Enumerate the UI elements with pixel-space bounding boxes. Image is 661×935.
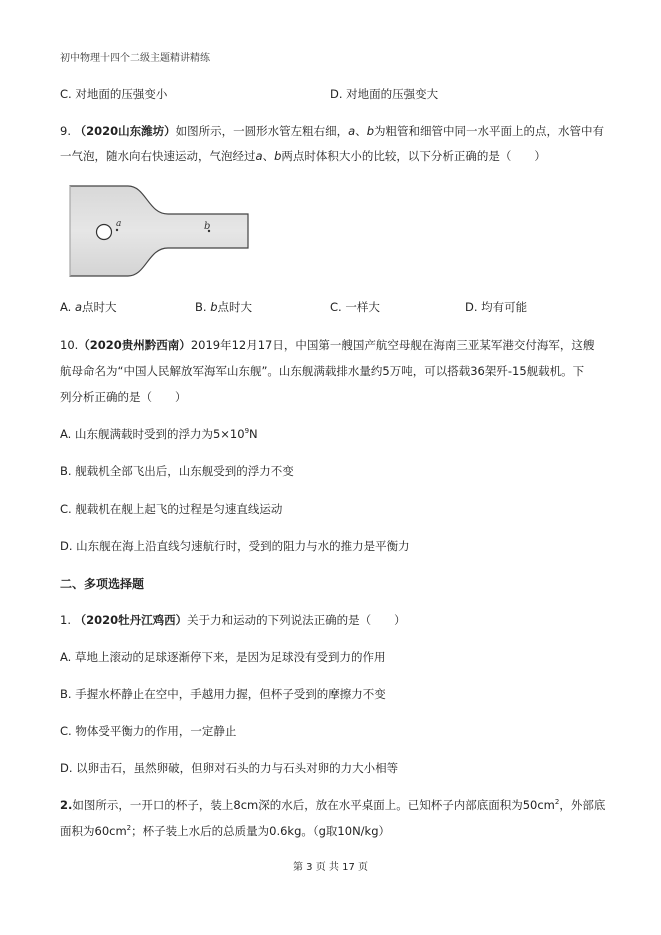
q10-line-2: 航母命名为“中国人民解放军海军山东舰”。山东舰满载排水量约5万吨，可以搭载36架歼-15舰载机。下 <box>60 364 585 378</box>
q9-var-a2: a <box>255 149 263 163</box>
q10-opt-a-unit: N <box>249 427 258 441</box>
q9-opt-b-var: b <box>210 300 218 314</box>
fig-label-a: a <box>116 219 122 229</box>
m1-number: 1. <box>60 613 71 627</box>
q9-option-d: D. 均有可能 <box>465 300 528 314</box>
q10-source: （2020贵州黔西南） <box>78 338 191 352</box>
q9-number: 9. <box>60 124 71 138</box>
q9-opt-a-text: 点时大 <box>82 300 117 314</box>
q9-source: （2020山东潍坊） <box>74 124 176 138</box>
q9-option-a <box>60 299 117 315</box>
q10-option-c: C. 舰载机在舰上起飞的过程是匀速直线运动 <box>60 502 283 516</box>
m2-text-2b: ；杯子装上水后的总质量为0.6kg。（g取10N/kg） <box>131 824 391 838</box>
q10-line-3: 列分析正确的是（ ） <box>60 390 187 404</box>
prev-option-d: D. 对地面的压强变大 <box>330 87 439 101</box>
m2-sup-2: 2 <box>126 824 132 833</box>
q9-option-c: C. 一样大 <box>330 300 380 314</box>
q9-opt-b-label: B. <box>195 300 207 314</box>
q10-text-1: 2019年12月17日，中国第一艘国产航空母舰在海南三亚某军港交付海军，这艘 <box>190 338 595 352</box>
q10-option-a <box>60 426 258 442</box>
q9-opt-a-var: a <box>74 300 83 314</box>
q9-line-2 <box>60 148 546 164</box>
m1-text: 关于力和运动的下列说法正确的是（ ） <box>187 613 406 627</box>
q9-var-a: a <box>348 124 356 138</box>
section-title-multiple-choice: 二、多项选择题 <box>60 577 145 591</box>
q9-sep2: 、 <box>262 149 275 163</box>
m2-text-2a: 面积为60cm <box>60 824 127 838</box>
fig-label-b: b <box>204 221 211 232</box>
q9-option-b <box>195 299 252 315</box>
prev-option-c: C. 对地面的压强变小 <box>60 87 168 101</box>
q9-opt-a-label: A. <box>60 300 72 314</box>
q10-opt-a-text: A. 山东舰满载时受到的浮力为5×10 <box>60 427 245 441</box>
page-header: 初中物理十四个二级主题精讲精练 <box>60 53 210 64</box>
point-a <box>116 229 118 231</box>
q9-pipe-figure <box>68 184 250 278</box>
q9-sep: 、 <box>355 124 367 138</box>
m2-text-1b: ，外部底 <box>559 798 606 812</box>
m1-option-a: A. 草地上滚动的足球逐渐停下来，是因为足球没有受到力的作用 <box>60 650 386 664</box>
bubble-icon <box>97 225 112 240</box>
m2-text-1a: 如图所示，一开口的杯子，装上8cm深的水后，放在水平桌面上。已知杯子内部底面积为50cm <box>72 798 555 812</box>
q10-opt-a-exponent: 9 <box>244 427 250 436</box>
q9-opt-b-text: 点时大 <box>217 300 253 314</box>
page-footer: 第 3 页 共 17 页 <box>293 862 368 873</box>
q10-option-d: D. 山东舰在海上沿直线匀速航行时，受到的阻力与水的推力是平衡力 <box>60 539 410 553</box>
m2-line-1 <box>60 797 605 813</box>
q9-var-b: b <box>366 124 375 138</box>
m1-option-d: D. 以卵击石，虽然卵破，但卵对石头的力与石头对卵的力大小相等 <box>60 761 399 775</box>
m2-number: 2. <box>60 798 73 812</box>
m2-line-2 <box>60 823 390 839</box>
q9-text-1: 如图所示，一圆形水管左粗右细， <box>175 124 349 138</box>
m2-sup-1: 2 <box>554 798 560 807</box>
q9-line-1 <box>60 123 604 139</box>
q9-var-b2: b <box>274 149 282 163</box>
q9-text-1b: 为粗管和细管中同一水平面上的点，水管中有 <box>374 124 605 138</box>
m1-stem <box>60 612 406 628</box>
q9-text-2a: 一气泡，随水向右快速运动，气泡经过 <box>60 149 256 163</box>
q10-number: 10. <box>60 338 79 352</box>
m1-option-b: B. 手握水杯静止在空中，手越用力握，但杯子受到的摩擦力不变 <box>60 687 386 701</box>
m1-option-c: C. 物体受平衡力的作用，一定静止 <box>60 724 237 738</box>
q10-option-b: B. 舰载机全部飞出后，山东舰受到的浮力不变 <box>60 464 294 478</box>
q10-line-1 <box>60 337 594 353</box>
m1-source: （2020牡丹江鸡西） <box>74 613 188 627</box>
q9-text-2b: 两点时体积大小的比较，以下分析正确的是（ ） <box>281 149 546 163</box>
